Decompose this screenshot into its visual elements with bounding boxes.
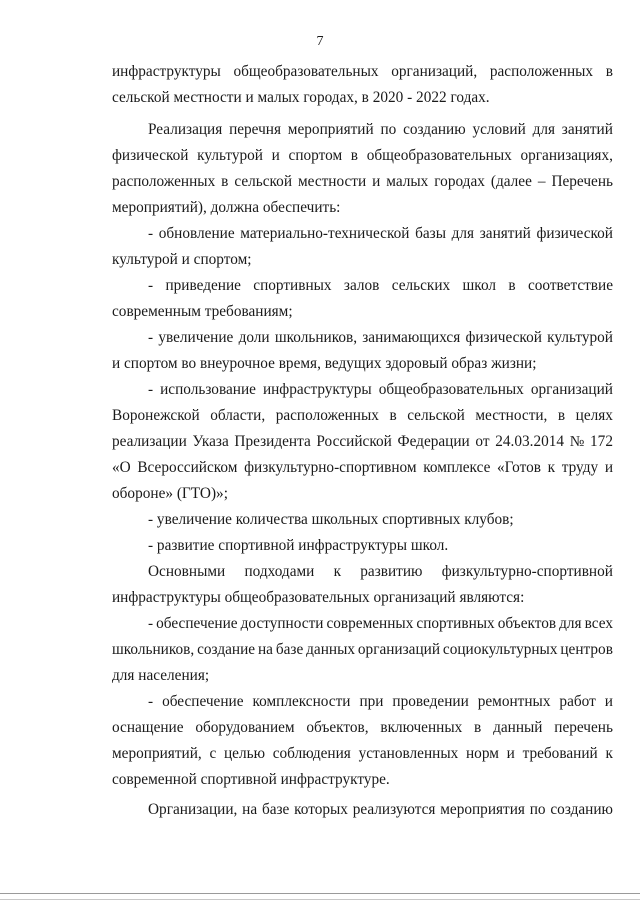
text-line: для населения; — [112, 667, 210, 684]
word: работ — [559, 693, 596, 710]
text-line — [112, 406, 613, 426]
word: обновление — [158, 225, 235, 242]
word: Указа — [192, 433, 229, 450]
word: Федерации — [397, 433, 470, 450]
word: и — [271, 147, 280, 164]
word: к — [605, 745, 613, 762]
word: занятий — [561, 121, 613, 138]
text-line — [112, 432, 613, 452]
word: доли — [238, 329, 270, 346]
word: для — [532, 121, 556, 138]
text-line — [148, 800, 613, 820]
text-line — [148, 120, 613, 140]
scan-edge-line — [0, 893, 640, 894]
word: городах — [434, 173, 485, 190]
word: организациях, — [520, 147, 613, 164]
word: местности, — [475, 407, 548, 424]
word: соблюдения — [272, 745, 351, 762]
word: использование — [160, 381, 256, 398]
text-line: - увеличение количества школьных спортивных клубов; — [148, 511, 514, 528]
text-line — [148, 380, 613, 400]
word: физической — [465, 329, 542, 346]
word: спортом — [288, 147, 343, 164]
word: занятий — [479, 225, 531, 242]
word: доступности — [240, 615, 324, 632]
word: мероприятия — [440, 801, 525, 818]
word: современных — [326, 615, 414, 632]
word: школьников, — [112, 641, 195, 658]
word: объектов, — [306, 719, 369, 736]
word: в — [508, 277, 516, 294]
word: базе — [275, 641, 304, 658]
text-line — [112, 146, 613, 166]
word: к — [333, 563, 342, 580]
text-line: инфраструктуры общеобразовательных организаций являются: — [112, 589, 525, 606]
word: в — [557, 407, 566, 424]
word: – — [537, 173, 546, 190]
word: организаций — [530, 381, 613, 398]
text-line — [148, 224, 613, 244]
word: на — [242, 801, 258, 818]
word: 24.03.2014 — [495, 433, 565, 450]
word: спортивных — [416, 615, 495, 632]
word: физической — [536, 225, 613, 242]
word: (далее — [490, 173, 532, 190]
word: местности — [297, 173, 367, 190]
word: школ — [462, 277, 497, 294]
word: которых — [294, 801, 348, 818]
word: общеобразовательных — [378, 381, 524, 398]
word: сельской — [407, 407, 465, 424]
word: с — [209, 745, 217, 762]
text-line: - развитие спортивной инфраструктуры школ. — [148, 537, 449, 554]
word: организаций, — [391, 63, 478, 80]
text-line — [148, 562, 613, 582]
word: требований — [522, 745, 598, 762]
word: расположенных — [112, 173, 216, 190]
word: физической — [112, 147, 189, 164]
word: - — [148, 225, 154, 242]
text-line: современным требованиям; — [112, 303, 293, 320]
word: по — [380, 121, 397, 138]
word: ремонтных — [477, 693, 551, 710]
word: культурой — [547, 329, 613, 346]
word: в — [605, 63, 613, 80]
word: объектов — [497, 615, 557, 632]
text-line: сельской местности и малых городах, в 2020 - 2022 годах. — [112, 89, 490, 106]
word: от — [475, 433, 490, 450]
word: всех — [584, 615, 613, 632]
word: Перечень — [551, 173, 613, 190]
word: - — [148, 615, 154, 632]
word: и — [506, 745, 515, 762]
word: соответствие — [527, 277, 613, 294]
word: Реализация — [148, 121, 223, 138]
word: в — [389, 407, 397, 424]
word: и — [604, 459, 613, 476]
word: развитию — [360, 563, 423, 580]
text-line — [112, 744, 613, 764]
word: спортивных — [253, 277, 332, 294]
word: физкультурно-спортивной — [441, 563, 613, 580]
word: на — [257, 641, 273, 658]
word: материально-технической — [240, 225, 410, 242]
word: «О — [112, 459, 131, 476]
word: базе — [261, 801, 290, 818]
word: при — [359, 693, 384, 710]
word: приведение — [165, 277, 241, 294]
word: оснащение — [112, 719, 184, 736]
word: сельских — [391, 277, 451, 294]
word: центров — [560, 641, 613, 658]
word: инфраструктуры — [262, 381, 372, 398]
word: и — [604, 693, 613, 710]
word: созданию — [403, 121, 466, 138]
word: Организации, — [148, 801, 238, 818]
word: реализуются — [352, 801, 436, 818]
word: физкультурно-спортивном — [244, 459, 417, 476]
word: труду — [561, 459, 599, 476]
word: мероприятий, — [112, 745, 202, 762]
word: Российской — [316, 433, 392, 450]
word: № — [569, 433, 585, 450]
word: к — [547, 459, 556, 476]
word: - — [148, 381, 154, 398]
word: созданию — [550, 801, 613, 818]
word: перечень — [554, 719, 613, 736]
page-number: 7 — [316, 34, 324, 49]
word: сельской — [234, 173, 293, 190]
text-line — [112, 640, 613, 660]
text-line — [148, 614, 613, 634]
word: по — [529, 801, 546, 818]
word: оборудованием — [195, 719, 295, 736]
word: залов — [343, 277, 380, 294]
word: перечня — [229, 121, 282, 138]
word: общеобразовательных — [233, 63, 379, 80]
word: организаций — [357, 641, 441, 658]
text-line — [148, 692, 613, 712]
word: для — [559, 615, 582, 632]
text-line — [112, 718, 613, 738]
text-line: и спортом во внеурочное время, ведущих здоровый образ жизни; — [112, 355, 537, 372]
word: создание — [197, 641, 256, 658]
word: культурой — [197, 147, 263, 164]
word: и — [372, 173, 381, 190]
word: занимающихся — [362, 329, 461, 346]
word: в — [350, 147, 359, 164]
word: Основными — [148, 563, 226, 580]
word: данных — [306, 641, 355, 658]
word: Президента — [234, 433, 311, 450]
word: проведении — [392, 693, 469, 710]
word: подходами — [244, 563, 315, 580]
word: для — [451, 225, 475, 242]
word: области, — [210, 407, 266, 424]
word: - — [148, 277, 154, 294]
word: - — [148, 329, 154, 346]
word: норм — [466, 745, 499, 762]
word: общеобразовательных — [366, 147, 512, 164]
word: - — [148, 693, 154, 710]
word: увеличение — [158, 329, 234, 346]
word: данный — [493, 719, 543, 736]
word: школьников, — [274, 329, 358, 346]
word: расположенных — [275, 407, 379, 424]
word: установленных — [358, 745, 459, 762]
scan-edge-line-2 — [0, 899, 640, 900]
word: включенных — [380, 719, 463, 736]
word: комплексе — [423, 459, 491, 476]
text-line — [112, 62, 613, 82]
word: реализации — [112, 433, 187, 450]
word: комплексности — [252, 693, 351, 710]
text-line — [148, 328, 613, 348]
text-line — [112, 458, 613, 478]
word: условий — [472, 121, 526, 138]
word: 172 — [590, 433, 613, 450]
word: малых — [386, 173, 429, 190]
word: «Готов — [497, 459, 541, 476]
text-line: обороне» (ГТО)»; — [112, 485, 228, 502]
text-line: мероприятий), должна обеспечить: — [112, 199, 341, 216]
word: Воронежской — [112, 407, 200, 424]
word: целью — [223, 745, 265, 762]
word: в — [221, 173, 229, 190]
word: социокультурных — [442, 641, 558, 658]
text-line — [148, 276, 613, 296]
word: расположенных — [489, 63, 594, 80]
word: базы — [415, 225, 446, 242]
text-line: современной спортивной инфраструктуре. — [112, 771, 390, 788]
word: мероприятий — [287, 121, 374, 138]
word: обеспечение — [162, 693, 244, 710]
word: в — [474, 719, 482, 736]
word: Всероссийском — [137, 459, 238, 476]
text-line — [112, 172, 613, 192]
text-line: культурой и спортом; — [112, 251, 252, 268]
word: обеспечение — [156, 615, 238, 632]
word: инфраструктуры — [112, 63, 221, 80]
word: целях — [575, 407, 613, 424]
